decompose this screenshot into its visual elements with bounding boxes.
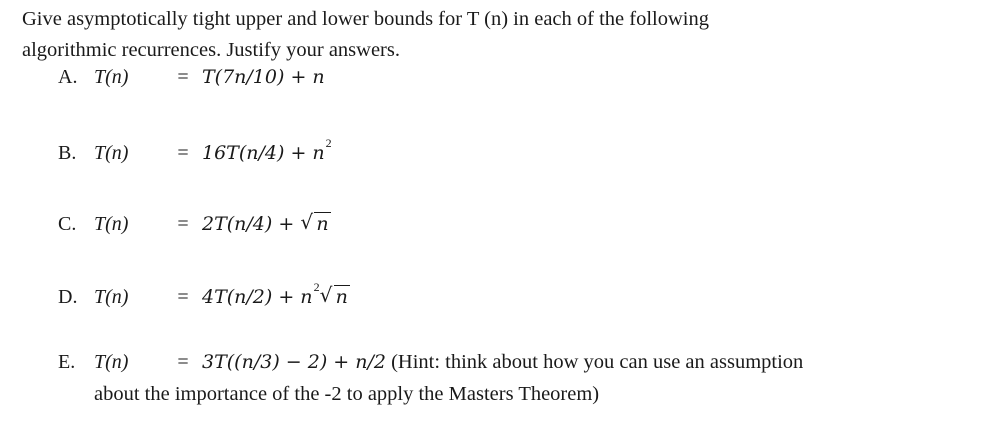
equals-sign: = — [177, 351, 189, 373]
recurrence-lhs: T(n) — [94, 286, 129, 308]
exponent: 2 — [313, 280, 320, 294]
recurrence-c — [58, 212, 331, 236]
recurrence-lhs: T(n) — [94, 66, 129, 88]
recurrence-e — [58, 351, 803, 374]
square-root — [320, 285, 350, 308]
recurrence-lhs: T(n) — [94, 351, 129, 373]
recurrence-lhs: T(n) — [94, 142, 129, 164]
radicand: n — [335, 286, 348, 308]
equals-sign: = — [177, 66, 189, 88]
recurrence-lhs: T(n) — [94, 213, 129, 235]
item-letter: E. — [58, 351, 76, 373]
recurrence-rhs: 4T(n/2) + n — [202, 286, 313, 308]
square-root — [300, 212, 330, 235]
recurrence-b — [58, 136, 332, 165]
hint-continuation: about the importance of the -2 to apply the Masters Theorem) — [94, 383, 600, 405]
recurrence-a — [58, 66, 325, 89]
recurrence-rhs: 3T((n/3) − 2) + n/2 — [202, 351, 386, 373]
exponent: 2 — [325, 136, 332, 150]
radicand: n — [316, 213, 329, 235]
hint-text: (Hint: think about how you can use an assumption — [385, 351, 804, 373]
item-letter: D. — [58, 286, 78, 308]
item-letter: C. — [58, 213, 77, 235]
equals-sign: = — [177, 213, 189, 235]
recurrence-d — [58, 280, 350, 309]
item-letter: B. — [58, 142, 77, 164]
recurrence-rhs: T(7n/10) + n — [202, 66, 325, 88]
recurrence-rhs: 2T(n/4) + — [202, 213, 301, 235]
intro-line-1: Give asymptotically tight upper and lower bounds for T (n) in each of the following — [22, 8, 709, 30]
equals-sign: = — [177, 142, 189, 164]
problem-statement — [22, 4, 982, 66]
equals-sign: = — [177, 286, 189, 308]
item-letter: A. — [58, 66, 78, 88]
intro-line-2: algorithmic recurrences. Justify your answers. — [22, 39, 400, 61]
recurrence-rhs: 16T(n/4) + n — [202, 142, 325, 164]
